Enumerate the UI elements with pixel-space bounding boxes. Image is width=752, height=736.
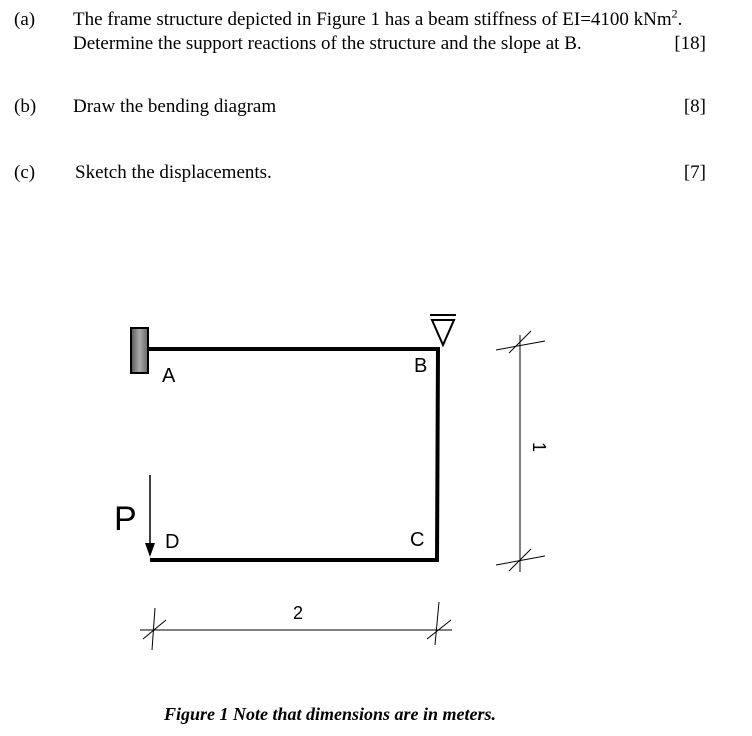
question-b-marks: [8] — [683, 96, 706, 117]
question-a-marks: [18] — [674, 33, 706, 54]
node-label-d: D — [165, 531, 180, 553]
question-a-line1: The frame structure depicted in Figure 1 has a beam stiffness of EI=4100 kNm$^2$. — [73, 6, 683, 30]
question-c-text: Sketch the displacements. — [75, 162, 272, 183]
roller-support — [430, 315, 456, 345]
fixed-support — [131, 328, 148, 373]
question-b-text: Draw the bending diagram — [73, 96, 277, 117]
question-a-label: (a) — [14, 9, 36, 30]
dimension-label-vertical: 1 — [529, 441, 549, 453]
node-label-b: B — [414, 355, 428, 377]
node-label-c: C — [410, 529, 425, 551]
dimension-label-horizontal: 2 — [292, 603, 304, 623]
load-label: P — [114, 500, 137, 538]
load-arrow — [145, 475, 155, 557]
figure-caption: Figure 1 Note that dimensions are in meters. — [163, 704, 497, 724]
question-c-label: (c) — [14, 162, 36, 183]
node-label-a: A — [162, 365, 176, 387]
question-c-marks: [7] — [683, 162, 706, 183]
member-bc — [437, 347, 438, 562]
question-b-label: (b) — [14, 96, 37, 117]
question-a-line2: Determine the support reactions of the structure and the slope at B. — [73, 33, 582, 54]
